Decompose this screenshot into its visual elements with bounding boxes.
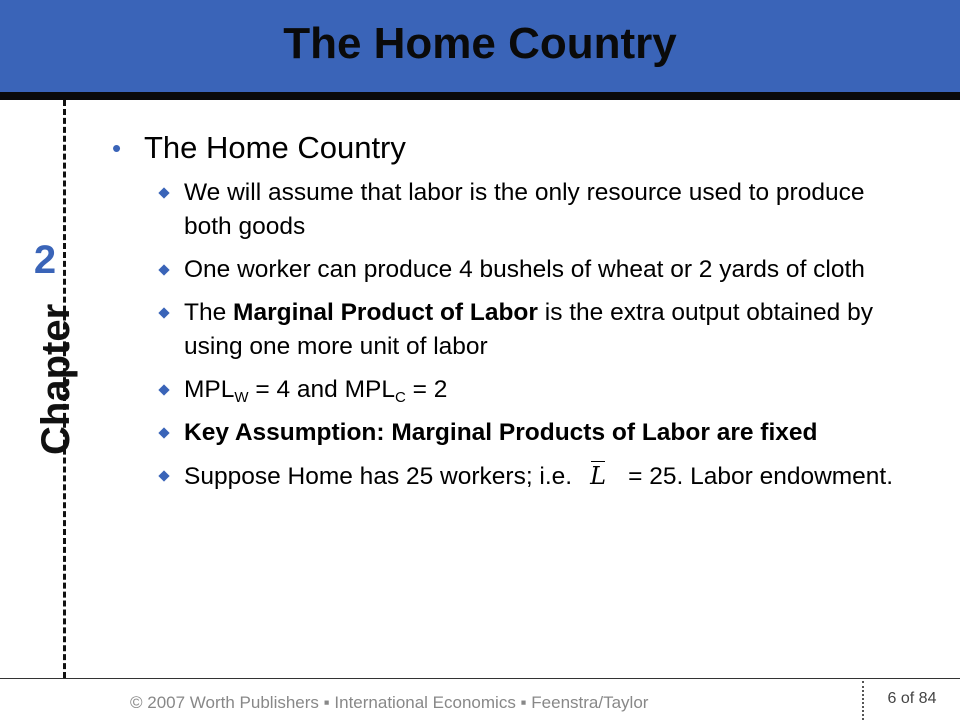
sub-bullet-3-pre: The [184,299,234,326]
diamond-bullet-icon [158,307,169,318]
mpl-label-c: = 2 [405,376,448,403]
slide-title: The Home Country [283,19,677,68]
sub-bullet-1-text: We will assume that labor is the only resource used to produce both goods [184,179,865,240]
key-assumption-text: Key Assumption: Marginal Products of Labor are fixed [184,419,818,446]
footer-rule [0,678,960,679]
sub-bullet-6 [104,459,904,494]
chapter-label: Chapter [34,303,78,455]
sub-bullet-6-pre: Suppose Home has 25 workers; i.e. [184,463,573,490]
slide-content [104,126,904,503]
diamond-bullet-icon [158,384,169,395]
labor-endowment-symbol [582,459,614,493]
diamond-bullet-icon [158,427,169,438]
sub-bullet-4 [104,373,904,407]
sub-bullet-2-text: One worker can produce 4 bushels of wheat or 2 yards of cloth [184,256,865,283]
diamond-bullet-icon [158,264,169,275]
main-bullet-text: The Home Country [144,130,406,165]
mpl-label-a: MPL [184,376,235,403]
diamond-bullet-icon [158,187,169,198]
page-counter: 6 of 84 [887,690,937,707]
marginal-product-term: Marginal Product of Labor [233,299,538,326]
subscript-w: W [234,389,249,406]
main-bullet [104,126,904,170]
footer-credit: © 2007 Worth Publishers ▪ International Economics ▪ Feenstra/Taylor [130,693,649,712]
bullet-dot-icon: • [112,133,122,163]
header-rule [0,92,960,100]
diamond-bullet-icon [158,470,169,481]
sub-bullet-3-post: is the extra output obtained by using one more unit of labor [184,299,873,360]
chapter-number: 2 [33,238,57,282]
sub-bullet-1 [104,176,904,244]
sub-bullet-6-post: = 25. Labor endowment. [628,463,894,490]
sub-bullet-2 [104,253,904,287]
subscript-c: C [394,389,406,406]
mpl-label-b: = 4 and MPL [248,376,395,403]
labor-symbol-letter: L [590,462,607,490]
sub-bullet-3 [104,296,904,364]
sub-bullet-5 [104,416,904,450]
overbar-mark [591,461,605,462]
